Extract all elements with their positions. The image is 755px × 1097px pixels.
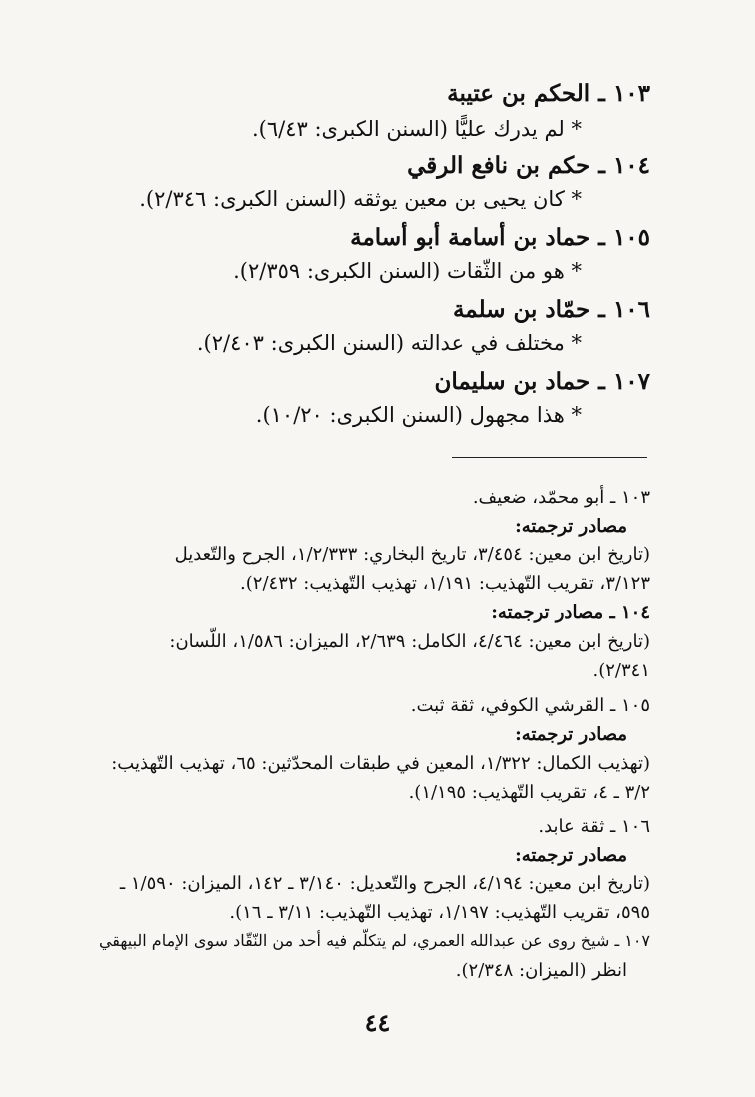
footnote-103-sources-label: مصادر ترجمته:: [515, 516, 627, 537]
entry-107-note: * هذا مجهول (السنن الكبرى: ١٠/٢٠).: [255, 403, 582, 427]
footnote-106-line-2: ٥٩٥، تقريب التّهذيب: ١/١٩٧، تهذيب التّهذيب: ٣/١١ ـ ١٦).: [229, 902, 650, 923]
footnote-105-heading: ١٠٥ ـ القرشي الكوفي، ثقة ثبت.: [410, 695, 650, 716]
footnote-103-line-2: ٣/١٢٣، تقريب التّهذيب: ١/١٩١، تهذيب التّهذيب: ٢/٤٣٢).: [240, 573, 650, 594]
entry-103-note: * لم يدرك عليًّا (السنن الكبرى: ٦/٤٣).: [251, 117, 582, 141]
footnote-divider: [452, 457, 647, 458]
entry-106-heading: ١٠٦ ـ حمّاد بن سلمة: [452, 296, 650, 323]
page-number: ٤٤: [364, 1008, 391, 1037]
entry-104-note: * كان يحيى بن معين يوثقه (السنن الكبرى: ٢/٣٤٦).: [139, 187, 582, 211]
footnote-103-line-1: (تاريخ ابن معين: ٣/٤٥٤، تاريخ البخاري: ١/٢/٣٣٣، الجرح والتّعديل: [174, 544, 650, 565]
footnote-103-heading: ١٠٣ ـ أبو محمّد، ضعيف.: [472, 487, 650, 508]
footnote-105-sources-label: مصادر ترجمته:: [515, 724, 627, 745]
entry-103-heading: ١٠٣ ـ الحكم بن عتيبة: [447, 80, 650, 107]
footnote-104-line-2: ٢/٣٤١).: [592, 660, 650, 681]
footnote-104-line-1: (تاريخ ابن معين: ٤/٤٦٤، الكامل: ٢/٦٣٩، الميزان: ١/٥٨٦، اللّسان:: [169, 631, 650, 652]
footnote-105-line-2: ٣/٢ ـ ٤، تقريب التّهذيب: ١/١٩٥).: [408, 782, 650, 803]
footnote-107-line-1: ١٠٧ ـ شيخ روى عن عبدالله العمري، لم يتكلّم فيه أحد من النّقّاد سوى الإمام البيهقي: [98, 931, 650, 950]
footnote-105-line-1: (تهذيب الكمال: ١/٣٢٢، المعين في طبقات المحدّثين: ٦٥، تهذيب التّهذيب:: [111, 753, 650, 774]
entry-105-heading: ١٠٥ ـ حماد بن أسامة أبو أسامة: [350, 224, 650, 251]
footnote-106-heading: ١٠٦ ـ ثقة عابد.: [538, 816, 650, 837]
footnote-106-line-1: (تاريخ ابن معين: ٤/١٩٤، الجرح والتّعديل: ٣/١٤٠ ـ ١٤٢، الميزان: ١/٥٩٠ ـ: [119, 873, 650, 894]
entry-105-note: * هو من الثّقات (السنن الكبرى: ٢/٣٥٩).: [233, 259, 582, 283]
footnote-106-sources-label: مصادر ترجمته:: [515, 845, 627, 866]
entry-107-heading: ١٠٧ ـ حماد بن سليمان: [434, 368, 650, 395]
entry-104-heading: ١٠٤ ـ حكم بن نافع الرقي: [407, 152, 650, 179]
entry-106-note: * مختلف في عدالته (السنن الكبرى: ٢/٤٠٣).: [196, 331, 582, 355]
footnote-107-line-2: انظر (الميزان: ٢/٣٤٨).: [455, 960, 627, 981]
footnote-104-heading: ١٠٤ ـ مصادر ترجمته:: [491, 602, 650, 623]
